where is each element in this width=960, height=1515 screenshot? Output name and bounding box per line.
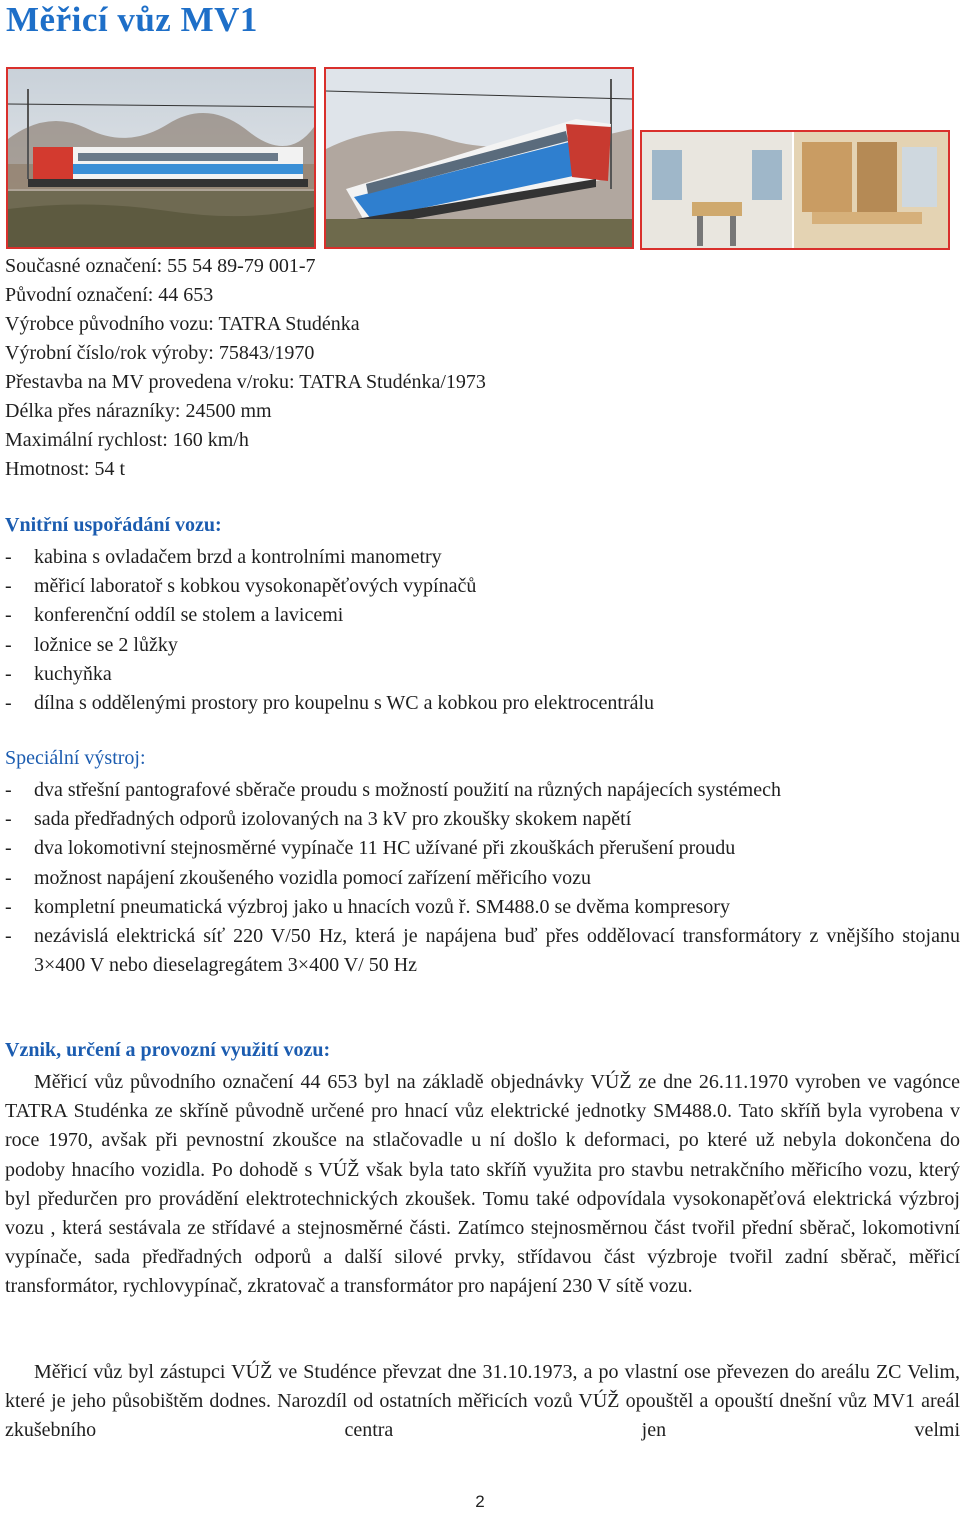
- list-item: - dva střešní pantografové sběrače proudu s možností použití na různých napájecích systémech: [5, 779, 781, 801]
- page-number: 2: [475, 1492, 485, 1511]
- page-title: Měřicí vůz MV1: [6, 0, 258, 39]
- spec-rebuild: Přestavba na MV provedena v/roku: TATRA Studénka/1973: [5, 371, 486, 393]
- interior-photo: [640, 130, 950, 250]
- spec-current-designation: Současné označení: 55 54 89-79 001-7: [5, 255, 316, 277]
- interior-layout-list: [5, 543, 960, 718]
- exterior-angle-photo: [324, 67, 634, 249]
- history-paragraph-2: Měřicí vůz byl zástupci VÚŽ ve Studénce převzat dne 31.10.1973, a po vlastní ose převezen do areálu ZC Velim, které je jeho působištěm dodnes. Narozdíl od ostatních měřicích vozů VÚŽ opouštěl a opouští dnešní vůz MV1 areál zkušebního centra jen velmi: [5, 1361, 960, 1442]
- spec-length: Délka přes nárazníky: 24500 mm: [5, 400, 272, 422]
- list-item: - ložnice se 2 lůžky: [5, 633, 178, 656]
- list-item: - měřicí laboratoř s kobkou vysokonapěťových vypínačů: [5, 575, 477, 598]
- interior-layout-heading: Vnitřní uspořádání vozu:: [5, 514, 222, 536]
- history-paragraph-1: Měřicí vůz původního označení 44 653 byl na základě objednávky VÚŽ ze dne 26.11.1970 vyroben ve vagónce TATRA Studénka ze skříně původně určené pro hnací vůz elektrické jednotky SM488.0. Tato skříň byla vyrobena v roce 1970, avšak při pevnostní zkoušce na stlačovadle u ní došlo k deformaci, po které už nebyla dokončena do podoby hnacího vozidla. Po dohodě s VÚŽ však byla tato skříň využita pro stavbu netrakčního měřicího vozu, který byl předurčen pro provádění elektrotechnických zkoušek. Tomu také odpovídala vysokonapěťová elektrická výzbroj vozu , která sestávala ze střídavé a stejnosměrné části. Zatímco stejnosměrnou část tvořil přední sběrač, lokomotivní vypínače, sada předřadných odporů a další silové prvky, střídavou část výzbroje tvořil zadní sběrač, měřicí transformátor, rychlovypínač, zkratovač a transformátor pro napájení 230 V sítě vozu.: [5, 1071, 960, 1298]
- list-item: - konferenční oddíl se stolem a lavicemi: [5, 604, 344, 627]
- list-item: - možnost napájení zkoušeného vozidla pomocí zařízení měřicího vozu: [5, 866, 592, 889]
- list-item: - kuchyňka: [5, 662, 112, 685]
- special-equipment-heading: Speciální výstroj:: [5, 747, 146, 769]
- list-item: - dva lokomotivní stejnosměrné vypínače 11 HC užívané při zkouškách přerušení proudu: [5, 837, 736, 860]
- special-equipment-list: [5, 776, 960, 980]
- spec-weight: Hmotnost: 54 t: [5, 458, 126, 480]
- history-heading: Vznik, určení a provozní využití vozu:: [5, 1039, 331, 1061]
- list-item: - dílna s oddělenými prostory pro koupelnu s WC a kobkou pro elektrocentrálu: [5, 692, 655, 715]
- list-item: - nezávislá elektrická síť 220 V/50 Hz, která je napájena buď přes oddělovací transformátory z vnějšího stojanu 3×400 V nebo dieselagregátem 3×400 V/ 50 Hz: [5, 925, 960, 977]
- list-item: - kabina s ovladačem brzd a kontrolními manometry: [5, 546, 442, 568]
- spec-manufacturer: Výrobce původního vozu: TATRA Studénka: [5, 313, 360, 335]
- list-item: - sada předřadných odporů izolovaných na 3 kV pro zkoušky skokem napětí: [5, 808, 632, 831]
- spec-original-designation: Původní označení: 44 653: [5, 284, 214, 306]
- exterior-side-photo: [6, 67, 316, 249]
- spec-max-speed: Maximální rychlost: 160 km/h: [5, 429, 249, 451]
- spec-serial-year: Výrobní číslo/rok výroby: 75843/1970: [5, 342, 315, 364]
- list-item: - kompletní pneumatická výzbroj jako u hnacích vozů ř. SM488.0 se dvěma kompresory: [5, 895, 730, 918]
